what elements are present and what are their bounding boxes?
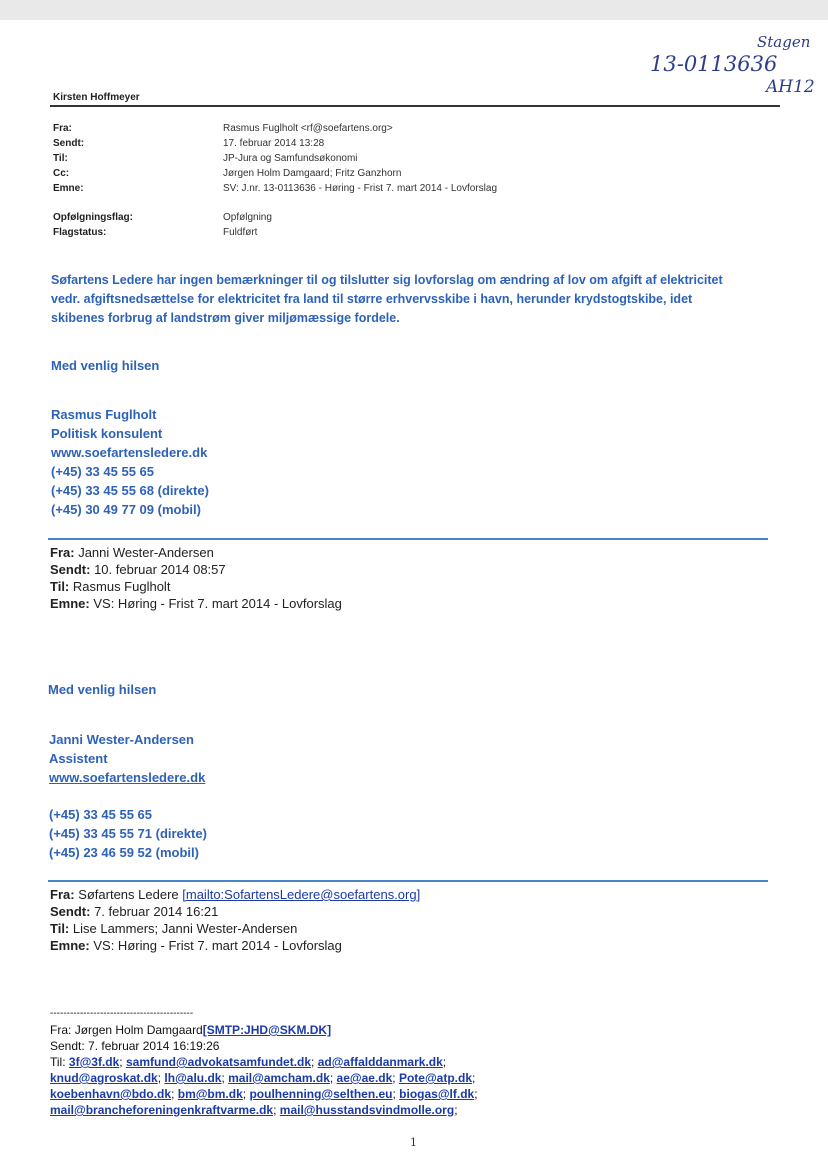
scan-top-band [0, 0, 828, 20]
signature-phone-mobile: (+45) 30 49 77 09 (mobil) [51, 502, 201, 517]
divider-dashes: ------------------------------------------- [50, 1008, 194, 1019]
signature-phone-mobile: (+45) 23 46 59 52 (mobil) [49, 845, 199, 860]
sent-label: Sendt: [50, 904, 91, 919]
handwritten-case-number: 13-0113636 [650, 52, 778, 76]
author-rule [50, 105, 780, 107]
separator [48, 538, 768, 540]
header-label: Emne: [53, 183, 84, 194]
to-label: Til: [50, 921, 70, 936]
to-label: Til: [50, 1055, 66, 1069]
recipient-link[interactable]: mail@brancheforeningenkraftvarme.dk [50, 1103, 274, 1117]
subject-label: Emne: [50, 596, 90, 611]
to-label: Til: [50, 579, 70, 594]
greeting: Med venlig hilsen [51, 358, 160, 373]
from-mailto-link[interactable]: [mailto:SofartensLedere@soefartens.org] [182, 887, 421, 902]
recipient-link[interactable]: Pote@atp.dk [398, 1071, 472, 1085]
signature-title: Assistent [49, 751, 108, 766]
forward2-header [50, 886, 420, 954]
subject-value: VS: Høring - Frist 7. mart 2014 - Lovforslag [93, 596, 342, 611]
header-cc-value: Jørgen Holm Damgaard; Fritz Ganzhorn [223, 168, 402, 179]
signature-phone-direct: (+45) 33 45 55 71 (direkte) [49, 826, 207, 841]
signature-phone-direct: (+45) 33 45 55 68 (direkte) [51, 483, 209, 498]
recipient-link[interactable]: knud@agroskat.dk [50, 1071, 158, 1085]
paragraph-line: vedr. afgiftsnedsættelse for elektricitet fra land til større erhvervsskibe i havn, herunder krydstogtskibe, idet [51, 292, 693, 306]
recipient-link[interactable]: samfund@advokatsamfundet.dk [125, 1055, 312, 1069]
sent-value: 7. februar 2014 16:21 [94, 904, 219, 919]
recipient-link[interactable]: poulhenning@selthen.eu [249, 1087, 393, 1101]
subject-value: VS: Høring - Frist 7. mart 2014 - Lovforslag [93, 938, 342, 953]
signature-block [51, 405, 209, 519]
header-sent-value: 17. februar 2014 13:28 [223, 138, 325, 149]
header-from-value: Rasmus Fuglholt <rf@soefartens.org> [223, 123, 393, 134]
signature-phone: (+45) 33 45 55 65 [51, 464, 154, 479]
to-value: Lise Lammers; Janni Wester-Andersen [72, 921, 298, 936]
paragraph-line: Søfartens Ledere har ingen bemærkninger til og tilslutter sig lovforslag om ændring af lov om afgift af elektricitet [51, 273, 723, 287]
header-label: Opfølgningsflag: [53, 212, 133, 223]
from-label: Fra: [50, 1023, 72, 1037]
signature-name: Rasmus Fuglholt [51, 407, 157, 422]
subject-label: Emne: [50, 938, 90, 953]
paragraph-line: skibenes forbrug af landstrøm giver miljømæssige fordele. [51, 311, 400, 325]
sent-value: 7. februar 2014 16:19:26 [88, 1039, 220, 1053]
sent-label: Sendt: [50, 562, 91, 577]
from-smtp-link[interactable]: [SMTP:JHD@SKM.DK] [202, 1023, 332, 1037]
forward3-header: Fra: Jørgen Holm Damgaard[SMTP:JHD@SKM.DK] Sendt: 7. februar 2014 16:19:26 Til: 3f@3f.dk; samfund@advokatsamfundet.dk; ad@affalddanmark.dk; knud@agroskat.dk; lh@alu.dk; mail@amcham.dk; ae@ae.dk; Pote@atp.dk; koebenhavn@bdo.dk; bm@bm.dk; poulhenning@selthen.eu; biogas@lf.dk; mail@brancheforeningenkraftvarme.dk; mail@husstandsvindmolle.org; [50, 1023, 478, 1117]
header-flagstatus-value: Fuldført [223, 227, 258, 238]
header-label: Fra: [53, 123, 72, 134]
recipient-link[interactable]: biogas@lf.dk [399, 1087, 475, 1101]
recipient-link[interactable]: lh@alu.dk [164, 1071, 222, 1085]
recipient-link[interactable]: mail@husstandsvindmolle.org [279, 1103, 455, 1117]
signature-website-link[interactable]: www.soefartensledere.dk [49, 770, 206, 785]
signature-phone: (+45) 33 45 55 65 [49, 807, 152, 822]
signature-block [49, 730, 205, 787]
from-value: Søfartens Ledere [78, 887, 179, 902]
author-name: Kirsten Hoffmeyer [53, 92, 140, 103]
from-label: Fra: [50, 545, 75, 560]
header-label: Til: [53, 153, 68, 164]
signature-name: Janni Wester-Andersen [49, 732, 194, 747]
from-value: Jørgen Holm Damgaard [74, 1023, 203, 1037]
recipient-link[interactable]: mail@amcham.dk [228, 1071, 330, 1085]
signature-phones [49, 805, 207, 862]
sent-value: 10. februar 2014 08:57 [94, 562, 226, 577]
header-subject-value: SV: J.nr. 13-0113636 - Høring - Frist 7. mart 2014 - Lovforslag [223, 183, 498, 194]
recipient-link[interactable]: koebenhavn@bdo.dk [50, 1087, 172, 1101]
header-label: Cc: [53, 168, 70, 179]
header-label: Flagstatus: [53, 227, 107, 238]
handwritten-doc-number: AH12 [766, 77, 815, 97]
header-flag-value: Opfølgning [223, 212, 272, 223]
handwritten-stamp: Stagen [757, 33, 811, 51]
body-paragraph [51, 271, 723, 328]
page-number: 1 [410, 1136, 417, 1149]
signature-title: Politisk konsulent [51, 426, 163, 441]
signature-website: www.soefartensledere.dk [51, 445, 208, 460]
from-value: Janni Wester-Andersen [78, 545, 214, 560]
from-label: Fra: [50, 887, 75, 902]
forward1-header [50, 544, 342, 612]
recipient-link[interactable]: bm@bm.dk [177, 1087, 243, 1101]
recipient-link[interactable]: ad@affalddanmark.dk [317, 1055, 443, 1069]
header-label: Sendt: [53, 138, 85, 149]
separator [48, 880, 768, 882]
recipient-link[interactable]: 3f@3f.dk [68, 1055, 120, 1069]
to-value: Rasmus Fuglholt [72, 579, 171, 594]
recipient-link[interactable]: ae@ae.dk [336, 1071, 393, 1085]
header-to-value: JP-Jura og Samfundsøkonomi [223, 153, 358, 164]
sent-label: Sendt: [50, 1039, 85, 1053]
greeting: Med venlig hilsen [48, 682, 157, 697]
